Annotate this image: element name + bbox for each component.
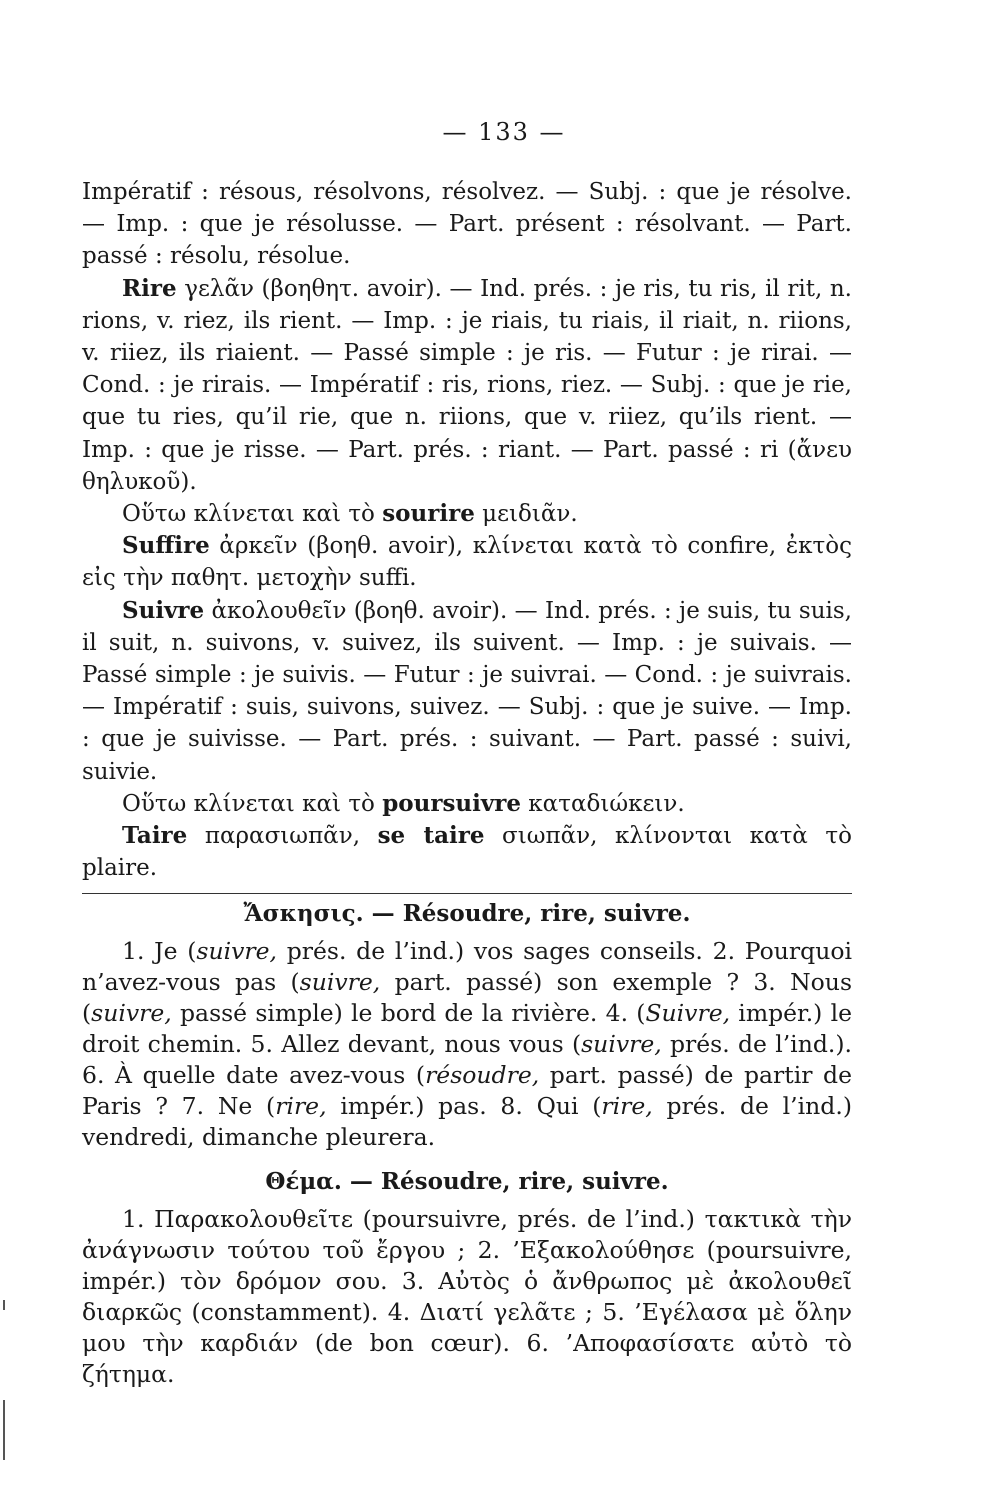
ex-verb: suivre, (91, 999, 172, 1027)
thema-text: 1. Παρακολουθεῖτε (poursuivre, prés. de l’ind.) τακτικὰ τὴν ἀνάγνωσιν τούτου τοῦ ἔργου ; 2. ’Εξακολούθησε (poursuivre, impér.) τὸν δρόμον σου. 3. Αὐτὸς ὁ ἄνθρωπος μὲ ἀκολουθεῖ διαρκῶς (constamment). 4. Διατί γελᾶτε ; 5. ’Εγέλασα μὲ ὅλην μου τὴν καρδιάν (de bon cœur). 6. ’Αποφασίσατε αὐτὸ τὸ ζήτημα. (82, 1205, 852, 1388)
suivre-headword: Suivre (122, 596, 205, 624)
sourire-pre: Οὕτω κλίνεται καὶ τὸ (122, 501, 383, 528)
resoudre-paragraph: Impératif : résous, résolvons, résolvez. — Subj. : que je résolve. — Imp. : que je résolusse. — Part. présent : résolvant. — Part. passé : résolu, résolue. (82, 179, 852, 270)
ex-part: impér.) pas. 8. Qui ( (326, 1092, 602, 1120)
sourire-paragraph (82, 498, 852, 530)
taire-paragraph (82, 820, 852, 884)
rire-paragraph (82, 273, 852, 498)
taire-headword: Taire (122, 822, 188, 850)
conjugation-section (82, 176, 852, 884)
ex-part: prés. de l’ind.) vendredi, dimanche pleurera. (82, 1092, 852, 1151)
askisis-text (82, 936, 852, 1153)
askisis-exercise (82, 936, 852, 1153)
page-number: — 133 — (442, 118, 566, 146)
taire-post: σιωπᾶν, κλίνονται κατὰ τὸ plaire. (82, 823, 852, 882)
se-taire-headword: se taire (377, 822, 485, 850)
poursuivre-paragraph (82, 788, 852, 820)
suffire-paragraph (82, 530, 852, 594)
ex-part: part. passé) de partir de Paris ? 7. Ne ( (82, 1061, 852, 1120)
taire-mid: παρασιωπᾶν, (187, 823, 378, 850)
ex-verb: rire, (601, 1092, 653, 1120)
suivre-paragraph (82, 595, 852, 788)
ex-part: prés. de l’ind.). 6. À quelle date avez-vous ( (82, 1030, 852, 1089)
ex-verb: rire, (275, 1092, 327, 1120)
thema-heading: Θέμα. — Résoudre, rire, suivre. (265, 1168, 669, 1195)
ex-part: part. passé) son exemple ? 3. Nous ( (82, 968, 852, 1027)
thema-exercise (82, 1204, 852, 1390)
suivre-text: ἀκολουθεῖν (βοηθ. avoir). — Ind. prés. : je suis, tu suis, il suit, n. suivons, v. suivez, ils suivent. — Imp. : je suivais. — Passé simple : je suivis. — Futur : je suivrai. — Cond. : je suivrais. — Impératif : suis, suivons, suivez. — Subj. : que je suive. — Imp. : que je suivisse. — Part. prés. : suivant. — Part. passé : suivi, suivie. (82, 597, 852, 785)
rire-text: γελᾶν (βοηθητ. avoir). — Ind. prés. : je ris, tu ris, il rit, n. rions, v. riez, ils rient. — Imp. : je riais, tu riais, il riait, n. riions, v. riiez, ils riaient. — Passé simple : je ris. — Futur : je rirai. — Cond. : je rirais. — Impératif : ris, rions, riez. — Subj. : que je rie, que tu ries, qu’il rie, que n. riions, que v. riiez, qu’ils rient. — Imp. : que je risse. — Part. prés. : riant. — Part. passé : ri (ἄνευ θηλυκοῦ). (82, 275, 852, 495)
poursuivre-pre: Οὕτω κλίνεται καὶ τὸ (122, 790, 383, 817)
sourire-headword: sourire (382, 500, 475, 528)
scan-mark (3, 1400, 5, 1460)
ex-verb: suivre, (299, 968, 381, 996)
poursuivre-headword: poursuivre (382, 789, 521, 817)
ex-verb: résoudre, (425, 1061, 540, 1089)
ex-verb: suivre, (581, 1030, 662, 1058)
section-divider (82, 893, 852, 894)
poursuivre-post: καταδιώκειν. (521, 790, 685, 817)
ex-part: passé simple) le bord de la rivière. 4. ( (171, 999, 646, 1027)
scan-mark (3, 1300, 5, 1310)
ex-part: 1. Je ( (122, 937, 197, 965)
rire-headword: Rire (122, 274, 177, 302)
suffire-text: ἀρκεῖν (βοηθ. avoir), κλίνεται κατὰ τὸ confire, ἐκτὸς εἰς τὴν παθητ. μετοχὴν suffi. (82, 533, 852, 592)
ex-verb: suivre, (196, 937, 277, 965)
suffire-headword: Suffire (122, 532, 210, 560)
ex-part: prés. de l’ind.) vos sages conseils. 2. Pourquoi n’avez-vous pas ( (82, 937, 853, 996)
askisis-heading: Ἄσκησις. — Résoudre, rire, suivre. (243, 900, 691, 927)
ex-part: impér.) le droit chemin. 5. Allez devant, nous vous ( (82, 999, 852, 1058)
sourire-post: μειδιᾶν. (474, 501, 578, 528)
ex-verb: Suivre, (645, 999, 731, 1027)
